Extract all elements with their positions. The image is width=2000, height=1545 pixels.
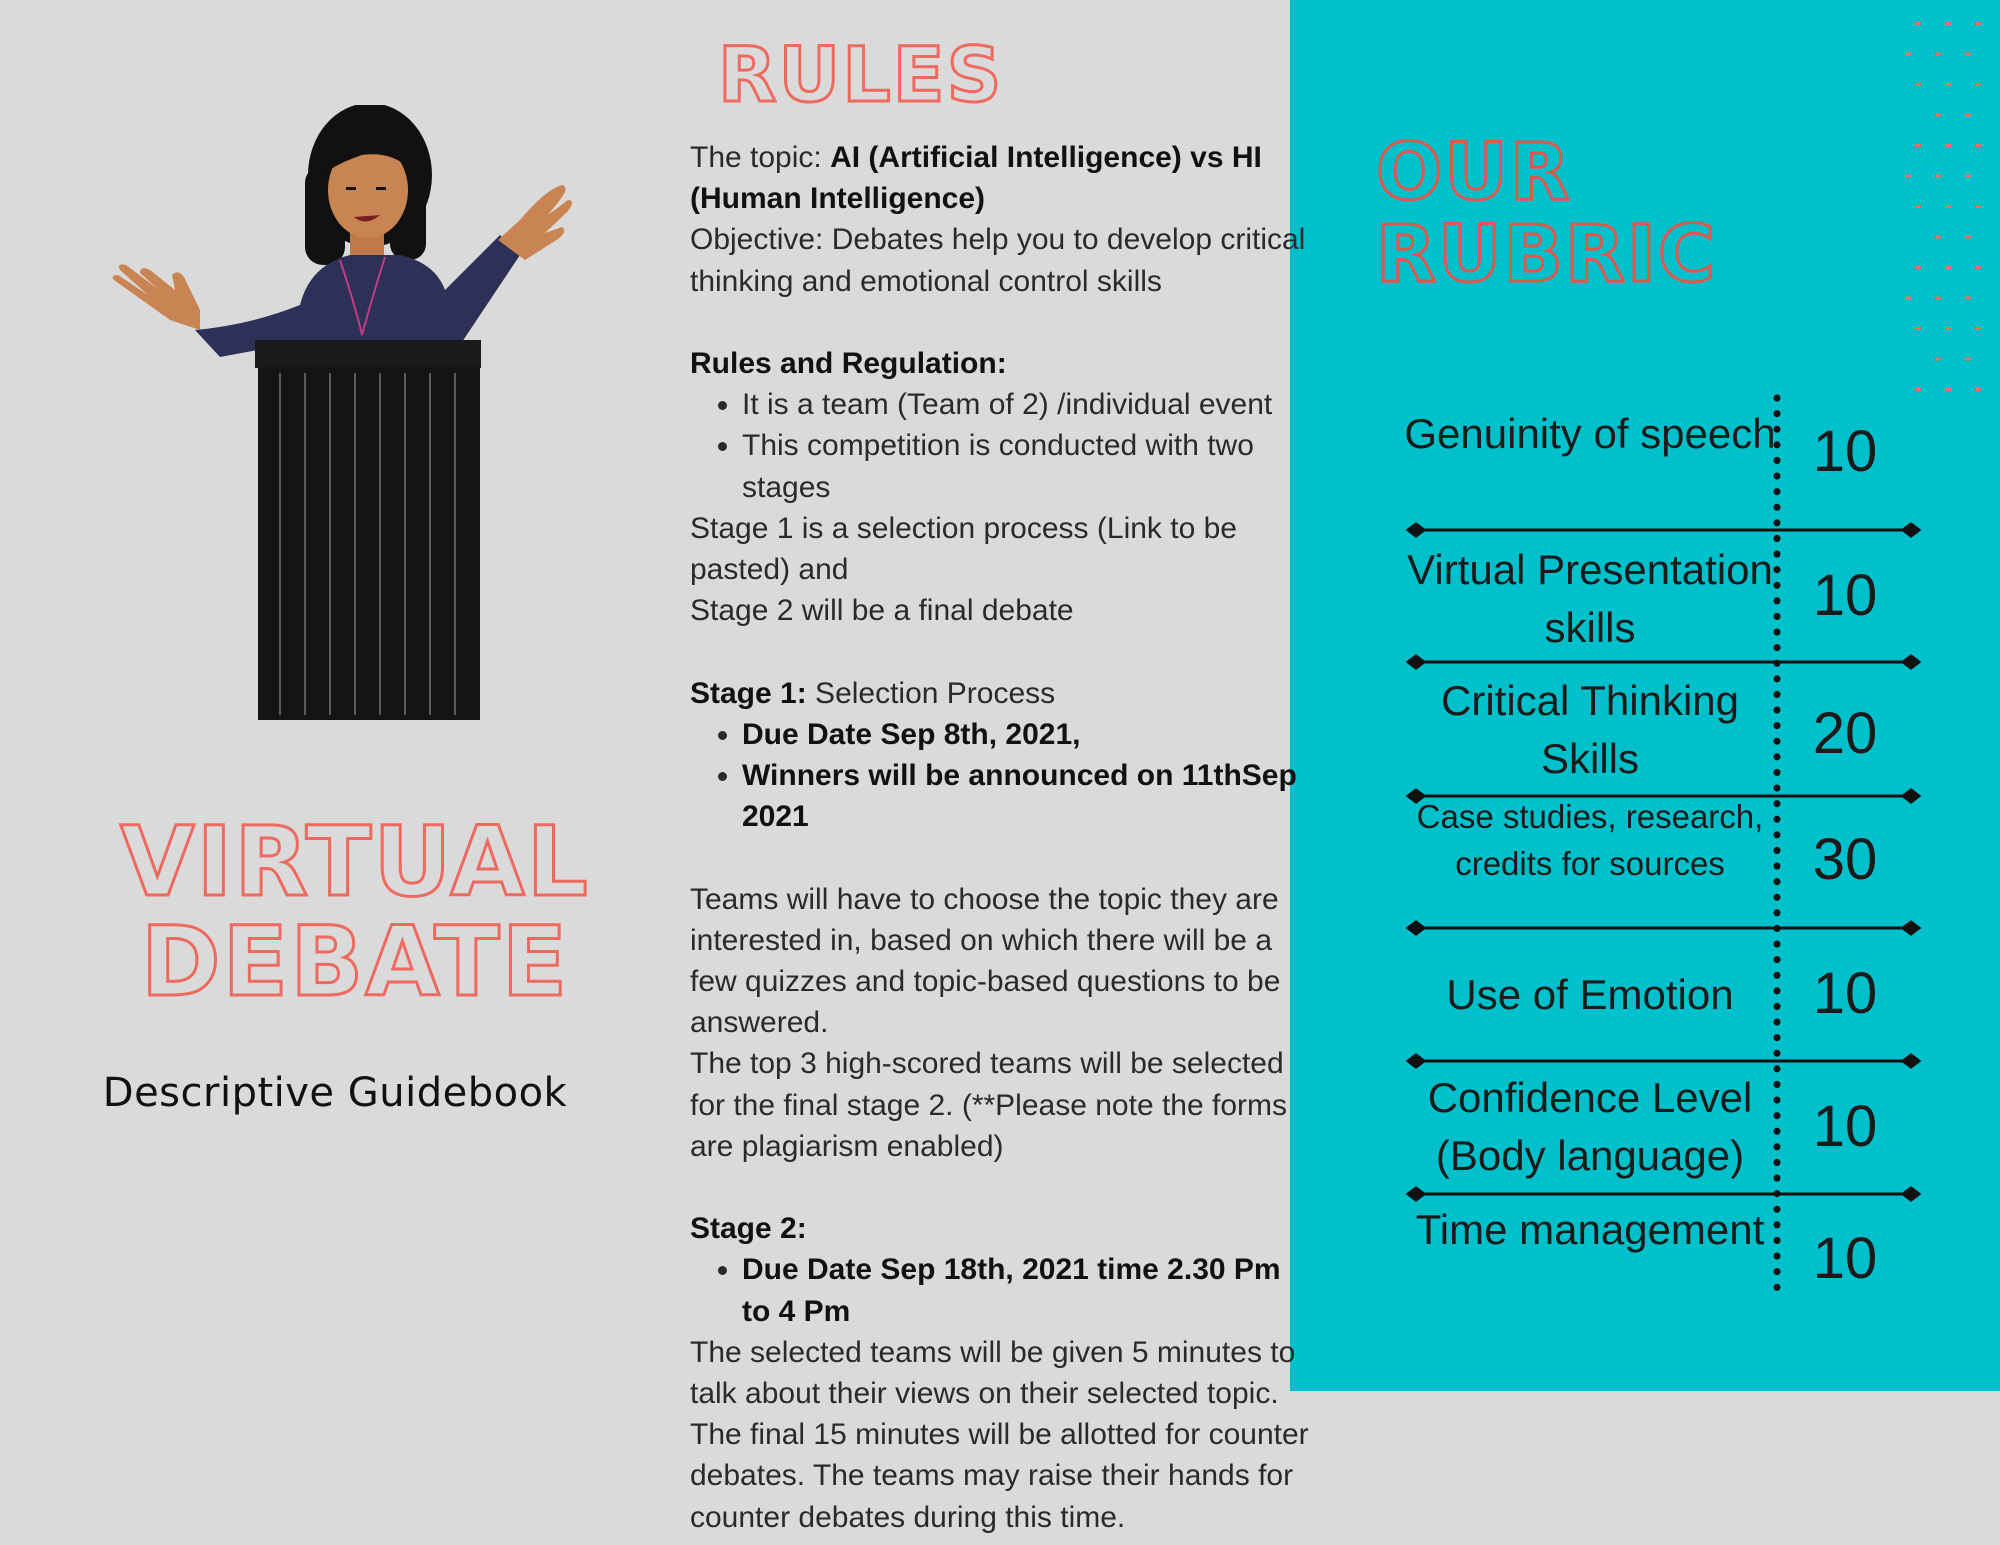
topic-value: AI (Artificial Intelligence) vs HI (Human Intelligence) bbox=[690, 141, 1262, 216]
stage1-description: Teams will have to choose the topic they are interested in, based on which there will be a few quizzes and topic-based questions to be answered. bbox=[690, 882, 1281, 1040]
stage1-selection-note: The top 3 high-scored teams will be selected for the final stage 2. (**Please note the forms are plagiarism enabled) bbox=[690, 1047, 1287, 1163]
rubric-criterion: Confidence Level (Body language) bbox=[1427, 1074, 1753, 1179]
rubric-criterion: Virtual Presentation skills bbox=[1407, 546, 1773, 651]
topic-prefix: The topic: bbox=[690, 141, 831, 174]
rubric-criterion: Case studies, research, credits for sources bbox=[1416, 798, 1764, 882]
list-item: • Winners will be announced on 11thSep 2021 bbox=[742, 755, 1310, 837]
rubric-score: 30 bbox=[1812, 827, 1878, 892]
rubric-score: 10 bbox=[1812, 961, 1878, 1026]
rubric-score: 10 bbox=[1812, 563, 1878, 628]
rubric-score: 10 bbox=[1812, 419, 1878, 484]
stage2-heading: Stage 2: bbox=[690, 1212, 807, 1246]
list-item: • It is a team (Team of 2) /individual event bbox=[742, 384, 1310, 425]
event-title: VIRTUAL DEBATE bbox=[120, 806, 590, 1018]
list-item: • This competition is conducted with two stages bbox=[742, 425, 1310, 507]
guidebook-subtitle: Descriptive Guidebook bbox=[102, 1070, 568, 1116]
rubric-criterion: Genuinity of speech bbox=[1404, 410, 1776, 457]
rules-heading: Rules and Regulation: bbox=[690, 347, 1007, 380]
rubric-criterion: Time management bbox=[1415, 1206, 1765, 1253]
stage2-line: Stage 2 will be a final debate bbox=[690, 594, 1074, 628]
rubric-score: 20 bbox=[1812, 701, 1878, 766]
list-item: • Due Date Sep 18th, 2021 time 2.30 Pm to 4 Pm bbox=[742, 1249, 1310, 1331]
stage1-heading: Stage 1: bbox=[690, 676, 807, 710]
rubric-score: 10 bbox=[1812, 1226, 1878, 1291]
list-item: • Due Date Sep 8th, 2021, bbox=[742, 714, 1310, 755]
rubric-score: 10 bbox=[1812, 1094, 1878, 1159]
rubric-criterion: Use of Emotion bbox=[1446, 971, 1734, 1018]
rules-title: RULES bbox=[718, 30, 1004, 119]
stage1-line: Stage 1 is a selection process (Link to be pasted) and bbox=[690, 511, 1237, 587]
stage2-description: The selected teams will be given 5 minutes to talk about their views on their selected topic. The final 15 minutes will be allotted for counter debates. The teams may raise their hands for counter debates during this time. bbox=[690, 1335, 1309, 1534]
stage1-subtitle: Selection Process bbox=[806, 676, 1056, 710]
objective-line: Objective: Debates help you to develop critical thinking and emotional control skills bbox=[690, 223, 1306, 298]
rubric-criterion: Critical Thinking Skills bbox=[1441, 677, 1739, 782]
rubric-title: OUR RUBRIC bbox=[1376, 128, 1718, 300]
